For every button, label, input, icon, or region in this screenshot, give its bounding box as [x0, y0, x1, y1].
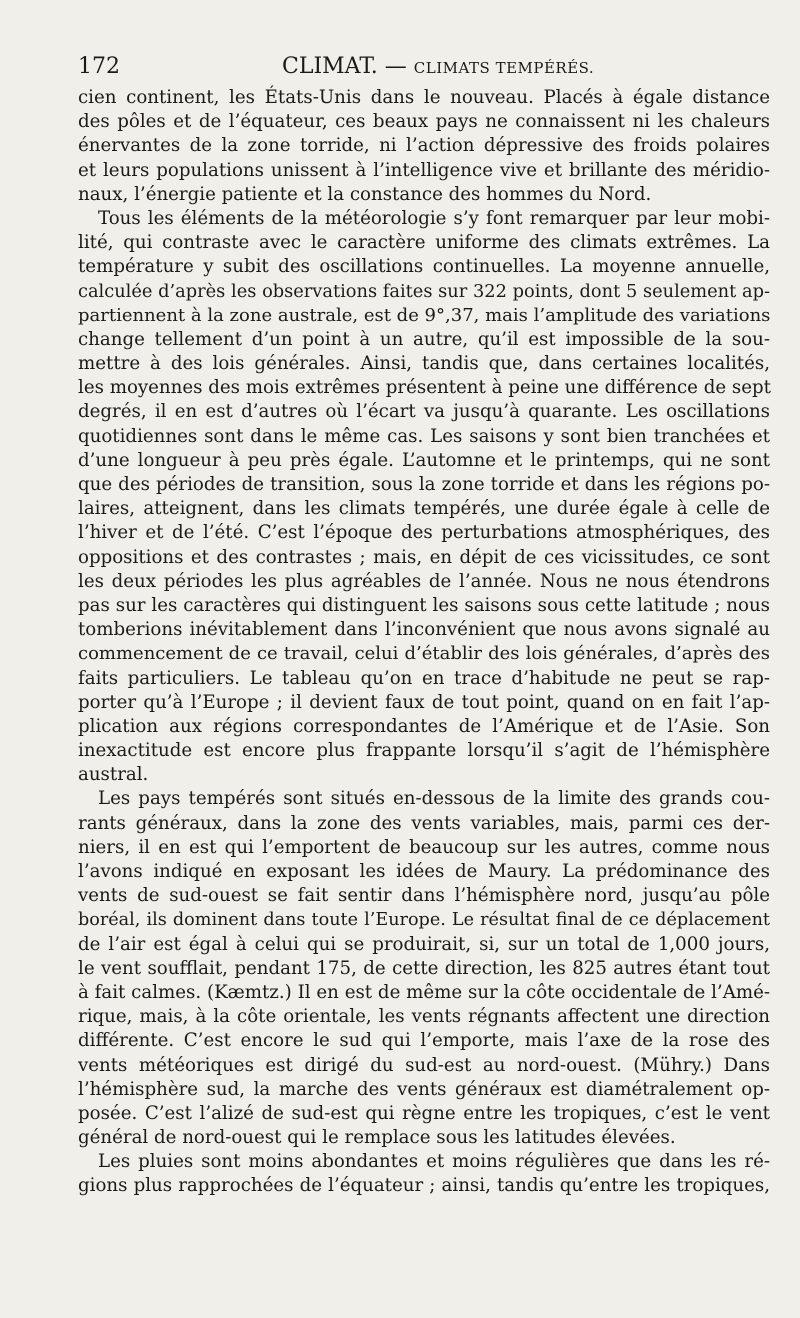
- text-line: naux, l’énergie patiente et la constance des hommes du Nord.: [78, 183, 652, 205]
- text-line: différente. C’est encore le sud qui l’emporte, mais l’axe de la rose des: [78, 1030, 770, 1052]
- text-line: lité, qui contraste avec le caractère uniforme des climats extrêmes. La: [78, 232, 770, 254]
- text-line: gions plus rapprochées de l’équateur ; ainsi, tandis qu’entre les tropiques,: [78, 1175, 770, 1197]
- running-title-main: CLIMAT.: [282, 54, 378, 79]
- text-line: et leurs populations unissent à l’intelligence vive et brillante des méridio-: [78, 159, 770, 181]
- text-line: vents météoriques est dirigé du sud-est au nord-ouest. (Mühry.) Dans: [78, 1054, 770, 1076]
- text-line: les moyennes des mois extrêmes présentent à peine une différence de sept: [78, 377, 771, 399]
- text-line: l’hiver et de l’été. C’est l’époque des perturbations atmosphériques, des: [78, 522, 770, 544]
- text-line: pas sur les caractères qui distinguent les saisons sous cette latitude ; nous: [78, 594, 770, 616]
- text-line: laires, atteignent, dans les climats tempérés, une durée égale à celle de: [78, 498, 770, 520]
- text-line: température y subit des oscillations continuelles. La moyenne annuelle,: [78, 256, 770, 278]
- text-line: plication aux régions correspondantes de l’Amérique et de l’Asie. Son: [78, 715, 770, 737]
- text-line: cien continent, les États-Unis dans le nouveau. Placés à égale distance: [78, 87, 770, 108]
- running-subtitle: CLIMATS TEMPÉRÉS.: [413, 59, 595, 77]
- text-line: niers, il en est qui l’emportent de beaucoup sur les autres, comme nous: [78, 836, 770, 858]
- text-line: rique, mais, à la côte orientale, les vents régnants affectent une direction: [78, 1006, 770, 1028]
- text-line: faits particuliers. Le tableau qu’on en trace d’habitude ne peut se rap-: [78, 667, 770, 689]
- text-line: tomberions inévitablement dans l’inconvénient que nous avons signalé au: [78, 619, 770, 641]
- text-line: quotidiennes sont dans le même cas. Les saisons y sont bien tranchées et: [78, 425, 770, 447]
- text-line: porter qu’à l’Europe ; il devient faux de tout point, quand on en fait l’ap-: [78, 691, 770, 713]
- text-line: Tous les éléments de la météorologie s’y font remarquer par leur mobi-: [98, 207, 770, 229]
- text-line: change tellement d’un point à un autre, qu’il est impossible de la sou-: [78, 328, 770, 350]
- text-line: d’une longueur à peu près égale. L’automne et le printemps, qui ne sont: [78, 449, 770, 471]
- text-line: Les pluies sont moins abondantes et moins régulières que dans les ré-: [98, 1151, 770, 1173]
- text-line: que des périodes de transition, sous la zone torride et dans les régions po-: [78, 474, 770, 495]
- body-text: [78, 86, 770, 1199]
- text-line: oppositions et des contrastes ; mais, en dépit de ces vicissitudes, ce sont: [78, 546, 770, 568]
- text-line: l’avons indiqué en exposant les idées de Maury. La prédominance des: [78, 861, 770, 882]
- text-line: calculée d’après les observations faites sur 322 points, dont 5 seulement ap-: [78, 280, 770, 302]
- text-line: inexactitude est encore plus frappante lorsqu’il s’agit de l’hémisphère: [78, 740, 770, 762]
- text-line: mettre à des lois générales. Ainsi, tandis que, dans certaines localités,: [78, 353, 770, 375]
- text-line: partiennent à la zone australe, est de 9°,37, mais l’amplitude des variations: [78, 304, 771, 326]
- running-title: [282, 50, 594, 85]
- text-line: à fait calmes. (Kæmtz.) Il en est de même sur la côte occidentale de l’Amé-: [78, 981, 770, 1003]
- text-line: le vent soufflait, pendant 175, de cette direction, les 825 autres étant tout: [78, 957, 770, 979]
- text-line: boréal, ils dominent dans toute l’Europe. Le résultat final de ce déplacement: [78, 910, 770, 931]
- text-line: Les pays tempérés sont situés en-dessous de la limite des grands cou-: [98, 788, 770, 810]
- text-line: de l’air est égal à celui qui se produirait, si, sur un total de 1,000 jours,: [78, 933, 770, 955]
- running-header: [78, 50, 770, 84]
- page-number: 172: [78, 54, 120, 79]
- text-line: l’hémisphère sud, la marche des vents généraux est diamétralement op-: [78, 1078, 770, 1100]
- text-line: énervantes de la zone torride, ni l’action dépressive des froids polaires: [78, 135, 770, 157]
- text-line: des pôles et de l’équateur, ces beaux pays ne connaissent ni les chaleurs: [78, 111, 770, 133]
- text-line: rants généraux, dans la zone des vents variables, mais, parmi ces der-: [78, 812, 770, 834]
- text-line: commencement de ce travail, celui d’établir des lois générales, d’après des: [78, 643, 770, 665]
- text-line: vents de sud-ouest se fait sentir dans l’hémisphère nord, jusqu’au pôle: [78, 885, 770, 907]
- text-line: degrés, il en est d’autres où l’écart va jusqu’à quarante. Les oscillations: [78, 401, 770, 423]
- running-title-separator: —: [384, 54, 407, 79]
- text-line: posée. C’est l’alizé de sud-est qui règne entre les tropiques, c’est le vent: [78, 1102, 770, 1124]
- text-line: austral.: [78, 764, 149, 786]
- text-line: les deux périodes les plus agréables de l’année. Nous ne nous étendrons: [78, 570, 770, 592]
- text-line: général de nord-ouest qui le remplace sous les latitudes élevées.: [78, 1127, 676, 1149]
